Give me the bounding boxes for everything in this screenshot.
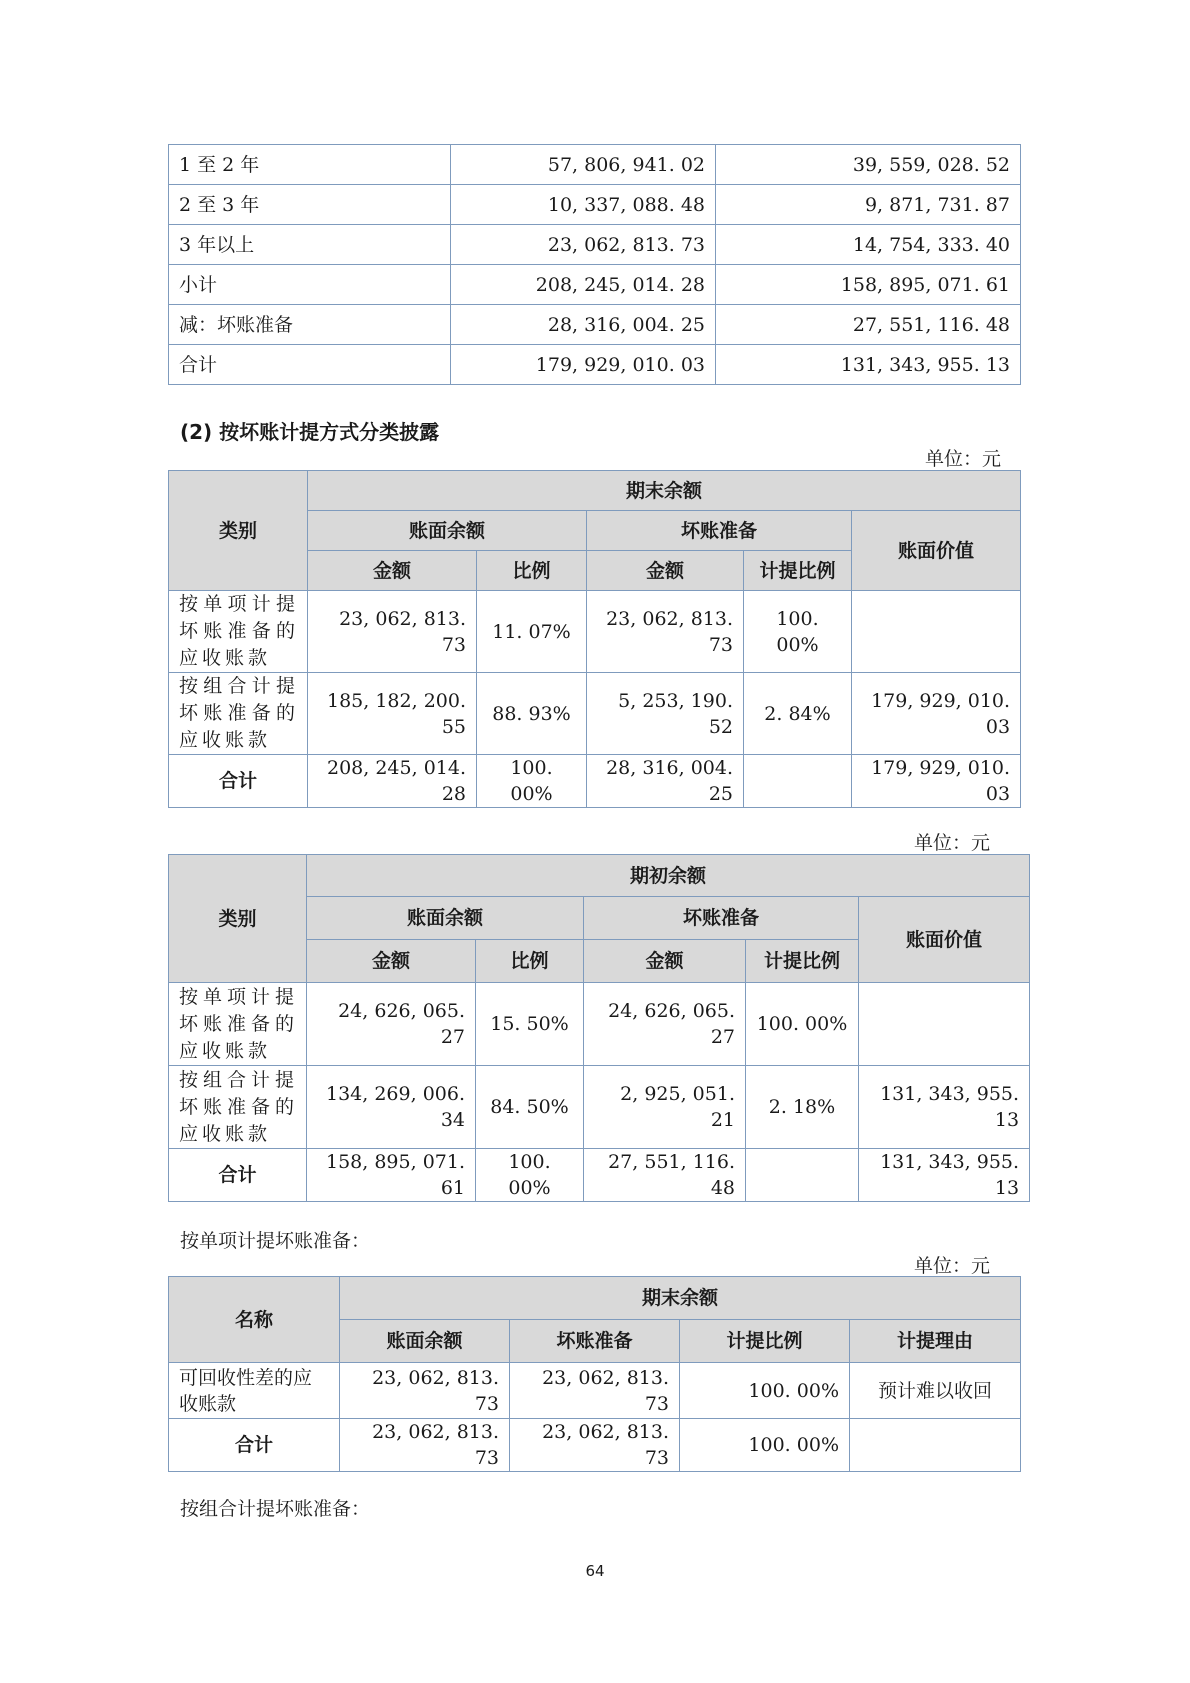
total-label: 合计 xyxy=(169,1149,307,1202)
table-row xyxy=(169,591,1021,673)
ending-balance: 23, 062, 813. 73 xyxy=(451,225,716,265)
unit-label: 单位：元 xyxy=(914,1255,991,1277)
total-row xyxy=(169,1419,1021,1472)
provision-ratio-header: 计提比例 xyxy=(744,551,852,591)
reason-cell xyxy=(850,1419,1021,1472)
bad-debt-cell: 2, 925, 051. 21 xyxy=(584,1066,746,1149)
ratio-cell: 84. 50% xyxy=(476,1066,584,1149)
provision-ratio-cell: 2. 18% xyxy=(746,1066,859,1149)
table-row xyxy=(169,265,1021,305)
header-row xyxy=(169,855,1030,897)
table-row xyxy=(169,305,1021,345)
bad-debt-cell: 28, 316, 004. 25 xyxy=(587,755,744,808)
book-balance-header: 账面余额 xyxy=(307,897,584,940)
bad-debt-cell: 23, 062, 813. 73 xyxy=(510,1419,680,1472)
provision-ratio-cell: 100. 00% xyxy=(744,591,852,673)
provision-ratio-header: 计提比例 xyxy=(746,940,859,983)
name-header: 名称 xyxy=(169,1277,340,1363)
table-row xyxy=(169,1066,1030,1149)
provision-ratio-cell: 100. 00% xyxy=(746,983,859,1066)
category-cell: 按单项计提坏账准备的应收账款 xyxy=(169,983,307,1066)
aging-label: 小计 xyxy=(169,265,451,305)
aging-label: 合计 xyxy=(169,345,451,385)
beginning-balance: 9, 871, 731. 87 xyxy=(716,185,1021,225)
bad-debt-header: 坏账准备 xyxy=(510,1320,680,1363)
provision-ratio-header: 计提比例 xyxy=(680,1320,850,1363)
period-header: 期末余额 xyxy=(308,471,1021,511)
table-row xyxy=(169,983,1030,1066)
ending-balance: 10, 337, 088. 48 xyxy=(451,185,716,225)
ratio-cell: 15. 50% xyxy=(476,983,584,1066)
total-row xyxy=(169,755,1021,808)
aging-table xyxy=(168,144,1021,385)
provision-ratio-cell: 100. 00% xyxy=(680,1419,850,1472)
amount-cell: 185, 182, 200. 55 xyxy=(308,673,477,755)
single-provision-heading: 按单项计提坏账准备： xyxy=(180,1230,371,1252)
category-cell: 按组合计提坏账准备的应收账款 xyxy=(169,673,308,755)
aging-label: 1 至 2 年 xyxy=(169,145,451,185)
ending-balance: 179, 929, 010. 03 xyxy=(451,345,716,385)
amount-cell: 24, 626, 065. 27 xyxy=(307,983,476,1066)
header-row xyxy=(169,471,1021,511)
beginning-classification-table xyxy=(168,854,1030,1202)
category-cell: 按组合计提坏账准备的应收账款 xyxy=(169,1066,307,1149)
category-cell: 按单项计提坏账准备的应收账款 xyxy=(169,591,308,673)
provision-ratio-cell xyxy=(746,1149,859,1202)
amount-header: 金额 xyxy=(308,551,477,591)
provision-ratio-cell: 100. 00% xyxy=(680,1363,850,1419)
bad-debt-header: 坏账准备 xyxy=(584,897,859,940)
ending-balance: 57, 806, 941. 02 xyxy=(451,145,716,185)
ending-balance: 28, 316, 004. 25 xyxy=(451,305,716,345)
table-row xyxy=(169,673,1021,755)
amount-cell: 158, 895, 071. 61 xyxy=(307,1149,476,1202)
bad-debt-cell: 27, 551, 116. 48 xyxy=(584,1149,746,1202)
bad-debt-cell: 23, 062, 813. 73 xyxy=(587,591,744,673)
aging-label: 2 至 3 年 xyxy=(169,185,451,225)
aging-label: 减：坏账准备 xyxy=(169,305,451,345)
book-value-header: 账面价值 xyxy=(859,897,1030,983)
beginning-balance: 14, 754, 333. 40 xyxy=(716,225,1021,265)
ending-balance: 208, 245, 014. 28 xyxy=(451,265,716,305)
ending-classification-table xyxy=(168,470,1021,808)
book-value-cell: 179, 929, 010. 03 xyxy=(852,755,1021,808)
section-heading: (2) 按坏账计提方式分类披露 xyxy=(180,420,440,444)
table-row xyxy=(169,145,1021,185)
ratio-cell: 100. 00% xyxy=(476,1149,584,1202)
book-value-cell: 131, 343, 955. 13 xyxy=(859,1066,1030,1149)
amount-cell: 134, 269, 006. 34 xyxy=(307,1066,476,1149)
reason-cell: 预计难以收回 xyxy=(850,1363,1021,1419)
table-row xyxy=(169,225,1021,265)
book-value-cell: 179, 929, 010. 03 xyxy=(852,673,1021,755)
provision-ratio-cell: 2. 84% xyxy=(744,673,852,755)
ratio-cell: 11. 07% xyxy=(477,591,587,673)
period-header: 期初余额 xyxy=(307,855,1030,897)
bad-debt-header: 坏账准备 xyxy=(587,511,852,551)
book-value-cell xyxy=(859,983,1030,1066)
book-value-cell: 131, 343, 955. 13 xyxy=(859,1149,1030,1202)
book-balance-cell: 23, 062, 813. 73 xyxy=(340,1419,510,1472)
total-label: 合计 xyxy=(169,1419,340,1472)
amount-cell: 23, 062, 813. 73 xyxy=(308,591,477,673)
ratio-header: 比例 xyxy=(477,551,587,591)
amount-header: 金额 xyxy=(584,940,746,983)
table-row xyxy=(169,185,1021,225)
table-row xyxy=(169,1363,1021,1419)
beginning-balance: 131, 343, 955. 13 xyxy=(716,345,1021,385)
single-provision-table xyxy=(168,1276,1021,1472)
book-value-cell xyxy=(852,591,1021,673)
reason-header: 计提理由 xyxy=(850,1320,1021,1363)
period-header: 期末余额 xyxy=(340,1277,1021,1320)
header-row xyxy=(169,1277,1021,1320)
beginning-balance: 39, 559, 028. 52 xyxy=(716,145,1021,185)
category-header: 类别 xyxy=(169,471,308,591)
unit-label: 单位：元 xyxy=(914,832,991,854)
provision-ratio-cell xyxy=(744,755,852,808)
ratio-cell: 100. 00% xyxy=(477,755,587,808)
bad-debt-cell: 5, 253, 190. 52 xyxy=(587,673,744,755)
book-balance-header: 账面余额 xyxy=(308,511,587,551)
amount-cell: 208, 245, 014. 28 xyxy=(308,755,477,808)
group-provision-heading: 按组合计提坏账准备： xyxy=(180,1498,371,1520)
aging-label: 3 年以上 xyxy=(169,225,451,265)
bad-debt-cell: 23, 062, 813. 73 xyxy=(510,1363,680,1419)
book-value-header: 账面价值 xyxy=(852,511,1021,591)
page-number: 64 xyxy=(585,1562,605,1580)
amount-header: 金额 xyxy=(307,940,476,983)
book-balance-header: 账面余额 xyxy=(340,1320,510,1363)
table-row xyxy=(169,345,1021,385)
amount-header: 金额 xyxy=(587,551,744,591)
book-balance-cell: 23, 062, 813. 73 xyxy=(340,1363,510,1419)
beginning-balance: 158, 895, 071. 61 xyxy=(716,265,1021,305)
total-label: 合计 xyxy=(169,755,308,808)
name-cell: 可回收性差的应收账款 xyxy=(169,1363,340,1419)
total-row xyxy=(169,1149,1030,1202)
unit-label: 单位：元 xyxy=(925,448,1002,470)
bad-debt-cell: 24, 626, 065. 27 xyxy=(584,983,746,1066)
ratio-header: 比例 xyxy=(476,940,584,983)
beginning-balance: 27, 551, 116. 48 xyxy=(716,305,1021,345)
ratio-cell: 88. 93% xyxy=(477,673,587,755)
category-header: 类别 xyxy=(169,855,307,983)
